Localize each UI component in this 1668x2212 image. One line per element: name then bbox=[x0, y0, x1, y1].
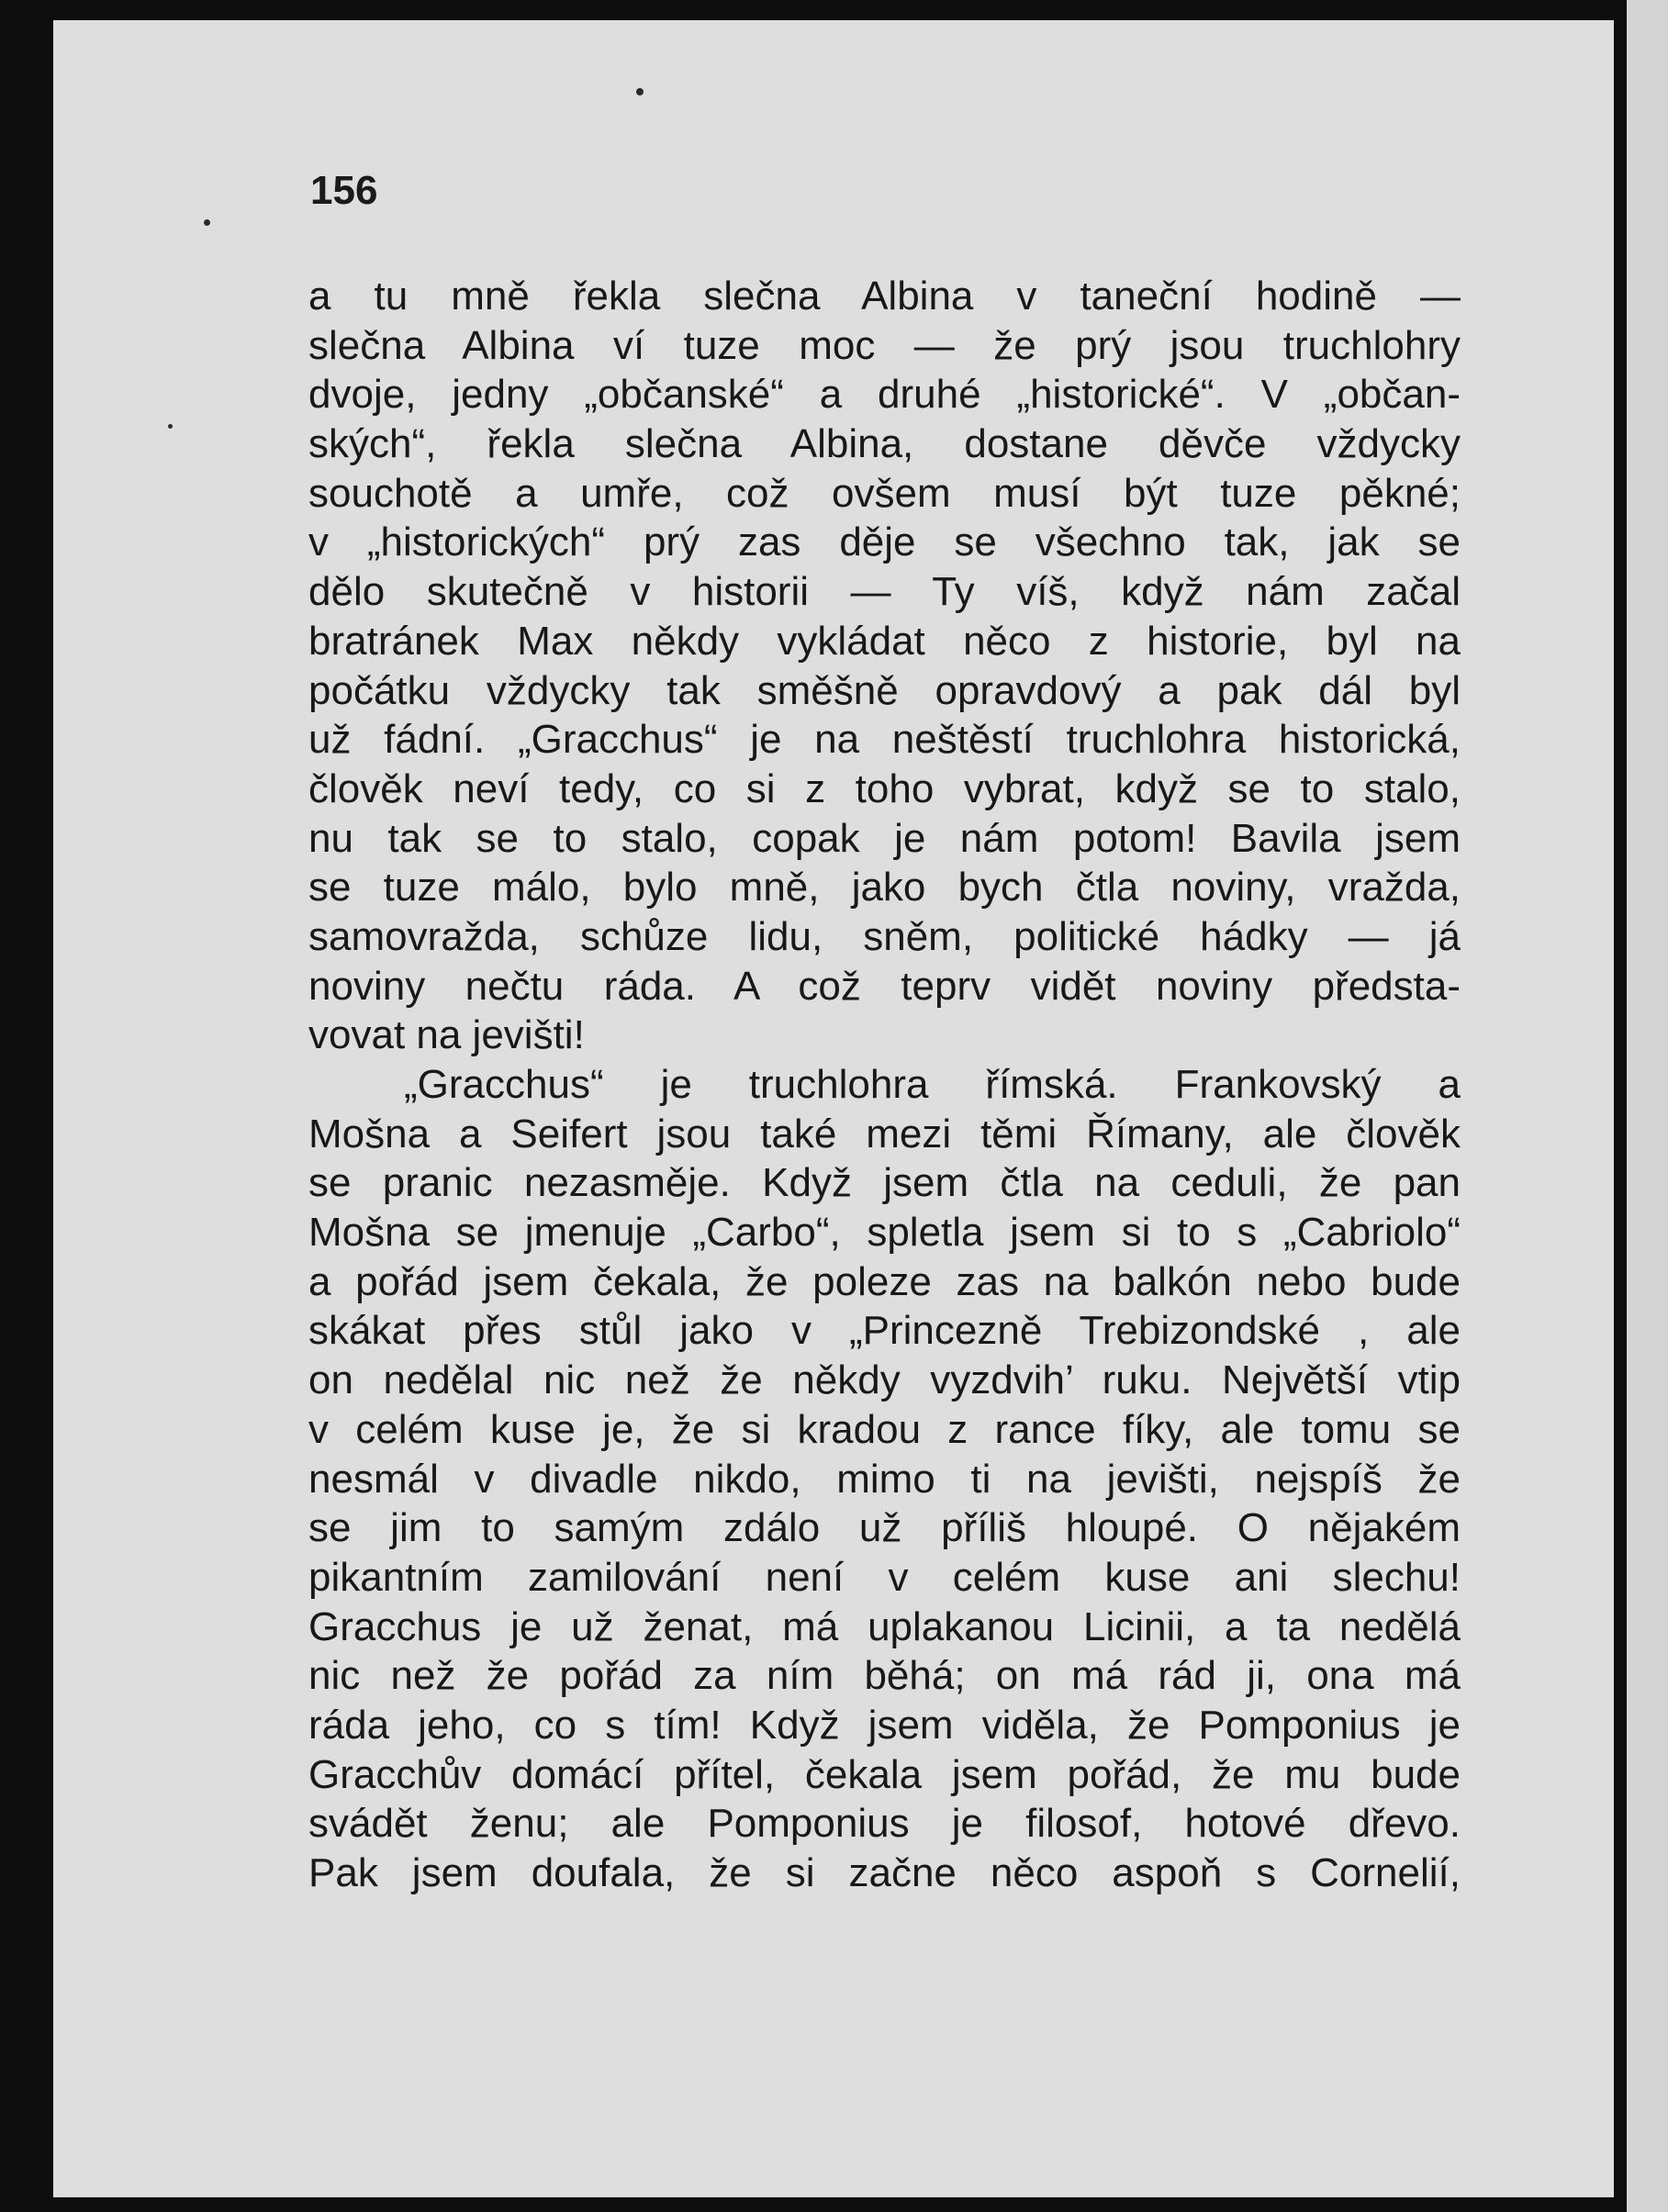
text-line: v „historických“ prý zas děje se všechno tak, jak se bbox=[308, 519, 1461, 565]
text-line: se pranic nezasměje. Když jsem čtla na ceduli, že pan bbox=[308, 1160, 1461, 1206]
body-text bbox=[308, 272, 1461, 1898]
text-line: Gracchus je už ženat, má uplakanou Licinii, a ta nedělá bbox=[308, 1603, 1461, 1649]
text-line: ských“, řekla slečna Albina, dostane děvče vždycky bbox=[308, 421, 1461, 467]
text-line: souchotě a umře, což ovšem musí být tuze pěkné; bbox=[308, 470, 1461, 516]
text-line: pikantním zamilování není v celém kuse ani slechu! bbox=[308, 1554, 1461, 1600]
text-line: skákat přes stůl jako v „Princezně Trebizondské , ale bbox=[308, 1308, 1461, 1354]
text-line: nu tak se to stalo, copak je nám potom! Bavila jsem bbox=[308, 815, 1461, 861]
text-line: v celém kuse je, že si kradou z rance fíky, ale tomu se bbox=[308, 1406, 1461, 1452]
text-line: Gracchův domácí přítel, čekala jsem pořád, že mu bude bbox=[308, 1751, 1461, 1797]
text-line: dělo skutečně v historii — Ty víš, když nám začal bbox=[308, 569, 1461, 615]
text-line: bratránek Max někdy vykládat něco z historie, byl na bbox=[308, 618, 1461, 664]
text-line: a pořád jsem čekala, že poleze zas na balkón nebo bude bbox=[308, 1258, 1461, 1304]
text-line: nic než že pořád za ním běhá; on má rád ji, ona má bbox=[308, 1653, 1461, 1699]
text-line: on nedělal nic než že někdy vyzdvih’ ruku. Největší vtip bbox=[308, 1357, 1461, 1403]
text-line: samovražda, schůze lidu, sněm, politické hádky — já bbox=[308, 913, 1461, 959]
text-line: Mošna a Seifert jsou také mezi těmi Římany, ale člověk bbox=[308, 1111, 1461, 1156]
text-line: člověk neví tedy, co si z toho vybrat, když se to stalo, bbox=[308, 765, 1461, 811]
text-line: dvoje, jedny „občanské“ a druhé „historické“. V „občan- bbox=[308, 372, 1461, 418]
print-speck bbox=[204, 219, 210, 226]
text-line: už fádní. „Gracchus“ je na neštěstí truchlohra historická, bbox=[308, 717, 1461, 763]
text-line: a tu mně řekla slečna Albina v taneční hodině — bbox=[308, 274, 1461, 318]
text-line: slečna Albina ví tuze moc — že prý jsou truchlohry bbox=[308, 322, 1461, 368]
print-speck bbox=[168, 424, 173, 429]
print-speck bbox=[636, 88, 644, 95]
next-page-edge bbox=[1627, 0, 1668, 2212]
text-line: svádět ženu; ale Pomponius je filosof, hotové dřevo. bbox=[308, 1801, 1461, 1847]
text-line: vovat na jevišti! bbox=[308, 1012, 585, 1058]
text-line: počátku vždycky tak směšně opravdový a pak dál byl bbox=[308, 667, 1461, 713]
text-line: Mošna se jmenuje „Carbo“, spletla jsem si to s „Cabriolo“ bbox=[308, 1210, 1461, 1256]
text-line: se tuze málo, bylo mně, jako bych čtla noviny, vražda, bbox=[308, 865, 1461, 910]
text-line: se jim to samým zdálo už příliš hloupé. O nějakém bbox=[308, 1505, 1461, 1551]
text-line: „Gracchus“ je truchlohra římská. Frankovský a bbox=[404, 1062, 1461, 1107]
page-number: 156 bbox=[310, 168, 378, 213]
text-line: ráda jeho, co s tím! Když jsem viděla, že Pomponius je bbox=[308, 1702, 1461, 1748]
text-line: nesmál v divadle nikdo, mimo ti na jevišti, nejspíš že bbox=[308, 1456, 1461, 1502]
text-line: noviny nečtu ráda. A což teprv vidět noviny předsta- bbox=[308, 963, 1461, 1009]
text-line: Pak jsem doufala, že si začne něco aspoň s Cornelií, bbox=[308, 1850, 1461, 1895]
